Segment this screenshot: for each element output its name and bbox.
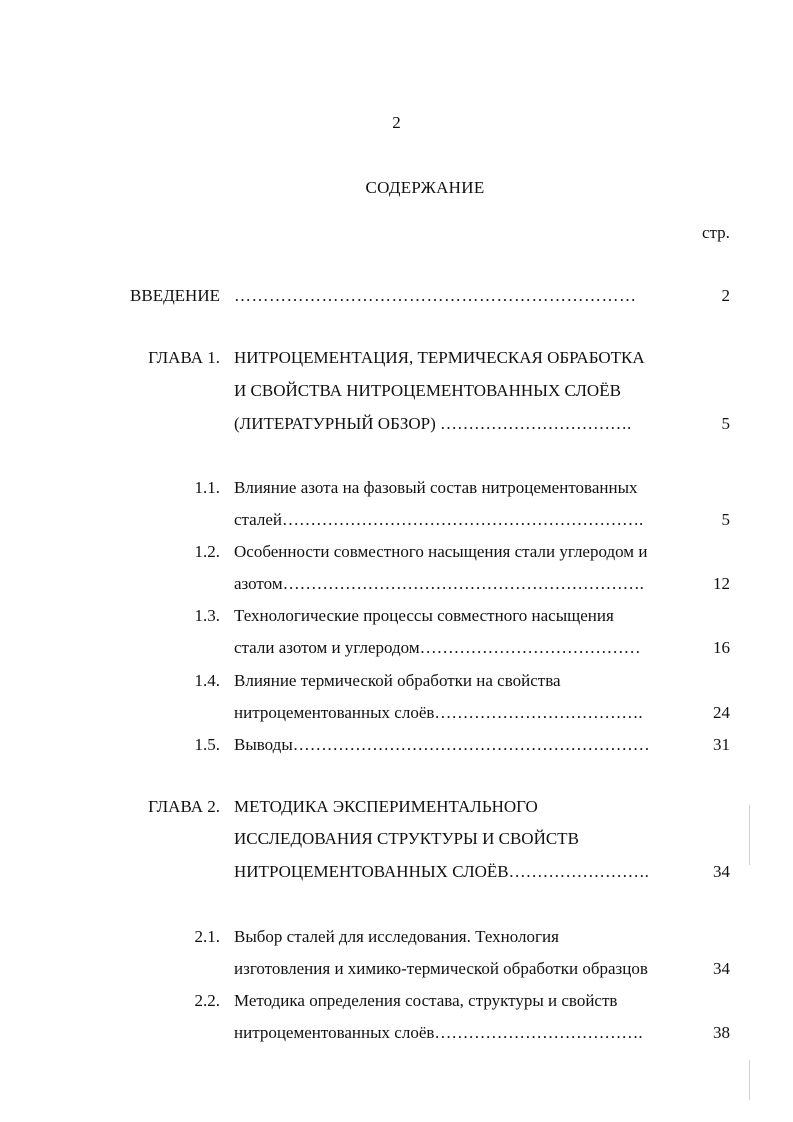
toc-entry-line: азотом………………………………………………………. <box>234 574 644 593</box>
scan-mark <box>749 805 750 865</box>
toc-entry-page: 31 <box>713 735 730 754</box>
toc-entry-line: сталей………………………………………………………. <box>234 510 644 529</box>
toc-entry-label: 2.1. <box>194 927 220 946</box>
toc-entry-line: Методика определения состава, структуры и свойств <box>234 991 618 1010</box>
toc-entry-label: ГЛАВА 1. <box>148 348 220 367</box>
toc-entry-page: 16 <box>713 638 730 657</box>
toc-entry-label: 1.3. <box>194 606 220 625</box>
toc-entry-line: изготовления и химико-термической обработки образцов <box>234 959 648 978</box>
toc-entry-page: 34 <box>713 959 730 978</box>
toc-entry-page: 5 <box>721 510 730 529</box>
toc-entry-line: стали азотом и углеродом………………………………… <box>234 638 641 657</box>
toc-entry-line: Особенности совместного насыщения стали углеродом и <box>234 542 648 561</box>
toc-entry-page: 34 <box>713 862 730 881</box>
toc-entry-label: 1.1. <box>194 478 220 497</box>
toc-entry-label: 2.2. <box>194 991 220 1010</box>
toc-entry-line: Влияние термической обработки на свойства <box>234 671 561 690</box>
toc-entry-line: Технологические процессы совместного насыщения <box>234 606 614 625</box>
toc-entry-label: 1.5. <box>194 735 220 754</box>
toc-entry-label: ВВЕДЕНИЕ <box>130 286 220 305</box>
toc-entry-line: И СВОЙСТВА НИТРОЦЕМЕНТОВАННЫХ СЛОЁВ <box>234 381 621 400</box>
toc-entry-line: ИССЛЕДОВАНИЯ СТРУКТУРЫ И СВОЙСТВ <box>234 829 579 848</box>
toc-entry-line: НИТРОЦЕМЕНТОВАННЫХ СЛОЁВ……………………. <box>234 862 649 881</box>
toc-entry-leader: …………………………………………………………… <box>234 286 637 305</box>
toc-entry-label: ГЛАВА 2. <box>148 797 220 816</box>
page-title: СОДЕРЖАНИЕ <box>365 178 485 197</box>
toc-entry-line: МЕТОДИКА ЭКСПЕРИМЕНТАЛЬНОГО <box>234 797 538 816</box>
toc-entry-page: 2 <box>721 286 730 305</box>
toc-entry-page: 24 <box>713 703 730 722</box>
toc-entry-page: 12 <box>713 574 730 593</box>
toc-entry-line: НИТРОЦЕМЕНТАЦИЯ, ТЕРМИЧЕСКАЯ ОБРАБОТКА <box>234 348 645 367</box>
toc-entry-line: Выводы……………………………………………………… <box>234 735 650 754</box>
toc-entry-label: 1.2. <box>194 542 220 561</box>
toc-entry-label: 1.4. <box>194 671 220 690</box>
toc-entry-line: нитроцементованных слоёв………………………………. <box>234 1023 643 1042</box>
page-number: 2 <box>392 113 401 132</box>
toc-entry-line: нитроцементованных слоёв………………………………. <box>234 703 643 722</box>
toc-entry-line: Влияние азота на фазовый состав нитроцементованных <box>234 478 638 497</box>
toc-entry-line: Выбор сталей для исследования. Технология <box>234 927 559 946</box>
toc-entry-page: 5 <box>721 414 730 433</box>
scan-mark <box>749 1060 750 1100</box>
toc-entry-line: (ЛИТЕРАТУРНЫЙ ОБЗОР) ……………………………. <box>234 414 632 433</box>
toc-entry-page: 38 <box>713 1023 730 1042</box>
page-column-label: стр. <box>702 223 730 242</box>
